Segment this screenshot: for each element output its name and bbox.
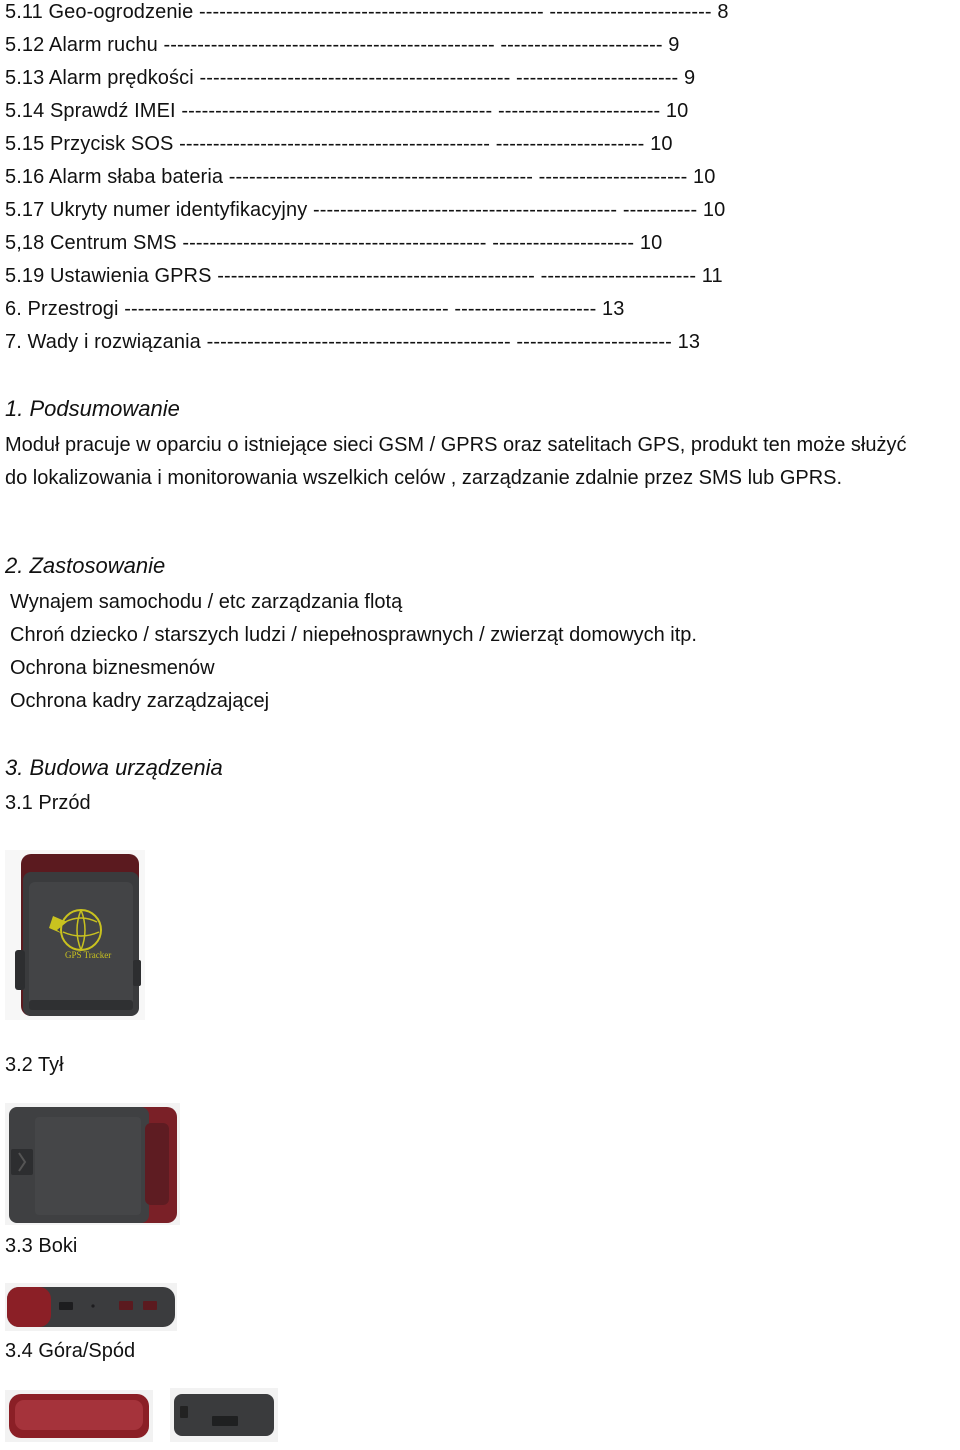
- toc-leader: --------------------------------------------- ----------------------: [228, 166, 688, 188]
- toc-page: 10: [665, 100, 689, 122]
- toc-leader: --------------------------------------------------- ------------------------: [199, 1, 712, 23]
- toc-page: 9: [668, 34, 680, 56]
- toc-entry[interactable]: [5, 231, 955, 264]
- toc-entry[interactable]: [5, 165, 955, 198]
- toc-leader: ------------------------------------------------ ---------------------: [124, 298, 597, 320]
- application-item: Ochrona biznesmenów: [10, 657, 215, 679]
- toc-page: 13: [677, 331, 701, 353]
- device-logo-text: GPS Tracker: [65, 950, 112, 960]
- toc-label: 5.11 Geo-ogrodzenie: [5, 1, 194, 23]
- section-heading-summary: 1. Podsumowanie: [5, 396, 180, 421]
- toc-entry[interactable]: [5, 99, 955, 132]
- toc-entry[interactable]: [5, 132, 955, 165]
- table-of-contents: [5, 0, 955, 363]
- subheading-sides: 3.3 Boki: [5, 1235, 78, 1257]
- toc-entry[interactable]: [5, 0, 955, 33]
- toc-leader: ----------------------------------------------- -----------------------: [217, 265, 697, 287]
- toc-page: 10: [693, 166, 716, 188]
- device-side-image: [5, 1283, 177, 1331]
- toc-page: 8: [717, 1, 729, 23]
- toc-label: 5.14 Sprawdź IMEI: [5, 100, 176, 122]
- summary-line-1: Moduł pracuje w oparciu o istniejące sieci GSM / GPRS oraz satelitach GPS, produkt ten może służyć: [5, 434, 907, 456]
- summary-line-2: do lokalizowania i monitorowania wszelkich celów , zarządzanie zdalnie przez SMS lub GPRS.: [5, 467, 843, 489]
- toc-label: 6. Przestrogi: [5, 298, 119, 320]
- toc-entry[interactable]: [5, 33, 955, 66]
- application-item: Ochrona kadry zarządzającej: [10, 690, 270, 712]
- toc-entry[interactable]: [5, 198, 955, 231]
- toc-page: 13: [602, 298, 625, 320]
- section-heading-applications: 2. Zastosowanie: [5, 553, 166, 578]
- subheading-front: 3.1 Przód: [5, 792, 91, 814]
- toc-leader: ---------------------------------------------- ----------------------: [179, 133, 645, 155]
- device-top-image: [5, 1390, 153, 1442]
- application-item: Wynajem samochodu / etc zarządzania flotą: [10, 591, 403, 613]
- toc-entry[interactable]: [5, 297, 955, 330]
- subheading-top-bottom: 3.4 Góra/Spód: [5, 1340, 136, 1362]
- toc-page: 11: [701, 265, 723, 287]
- device-back-image: [5, 1103, 180, 1225]
- application-item: Chroń dziecko / starszych ludzi / niepełnosprawnych / zwierząt domowych itp.: [10, 624, 697, 646]
- toc-entry[interactable]: [5, 66, 955, 99]
- toc-label: 5.12 Alarm ruchu: [5, 34, 158, 56]
- toc-label: 5.16 Alarm słaba bateria: [5, 166, 224, 188]
- section-heading-device-structure: 3. Budowa urządzenia: [5, 755, 223, 780]
- toc-entry[interactable]: [5, 330, 955, 363]
- toc-label: 5.15 Przycisk SOS: [5, 133, 174, 155]
- toc-label: 7. Wady i rozwiązania: [5, 331, 201, 353]
- toc-label: 5.13 Alarm prędkości: [5, 67, 194, 89]
- toc-leader: --------------------------------------------- ---------------------: [182, 232, 635, 254]
- toc-entry[interactable]: [5, 264, 955, 297]
- toc-leader: --------------------------------------------- -----------------------: [206, 331, 672, 353]
- toc-leader: ---------------------------------------------- ------------------------: [181, 100, 661, 122]
- toc-label: 5.19 Ustawienia GPRS: [5, 265, 212, 287]
- subheading-back: 3.2 Tył: [5, 1054, 64, 1076]
- toc-leader: --------------------------------------------- -----------: [312, 199, 698, 221]
- toc-page: 10: [639, 232, 663, 254]
- toc-leader: ------------------------------------------------- ------------------------: [163, 34, 663, 56]
- toc-label: 5.17 Ukryty numer identyfikacyjny: [5, 199, 308, 221]
- device-bottom-image: [170, 1388, 278, 1442]
- toc-page: 9: [683, 67, 696, 89]
- toc-page: 10: [650, 133, 673, 155]
- toc-label: 5,18 Centrum SMS: [5, 232, 177, 254]
- toc-page: 10: [702, 199, 726, 221]
- toc-leader: ---------------------------------------------- ------------------------: [199, 67, 679, 89]
- device-front-image: [5, 850, 145, 1020]
